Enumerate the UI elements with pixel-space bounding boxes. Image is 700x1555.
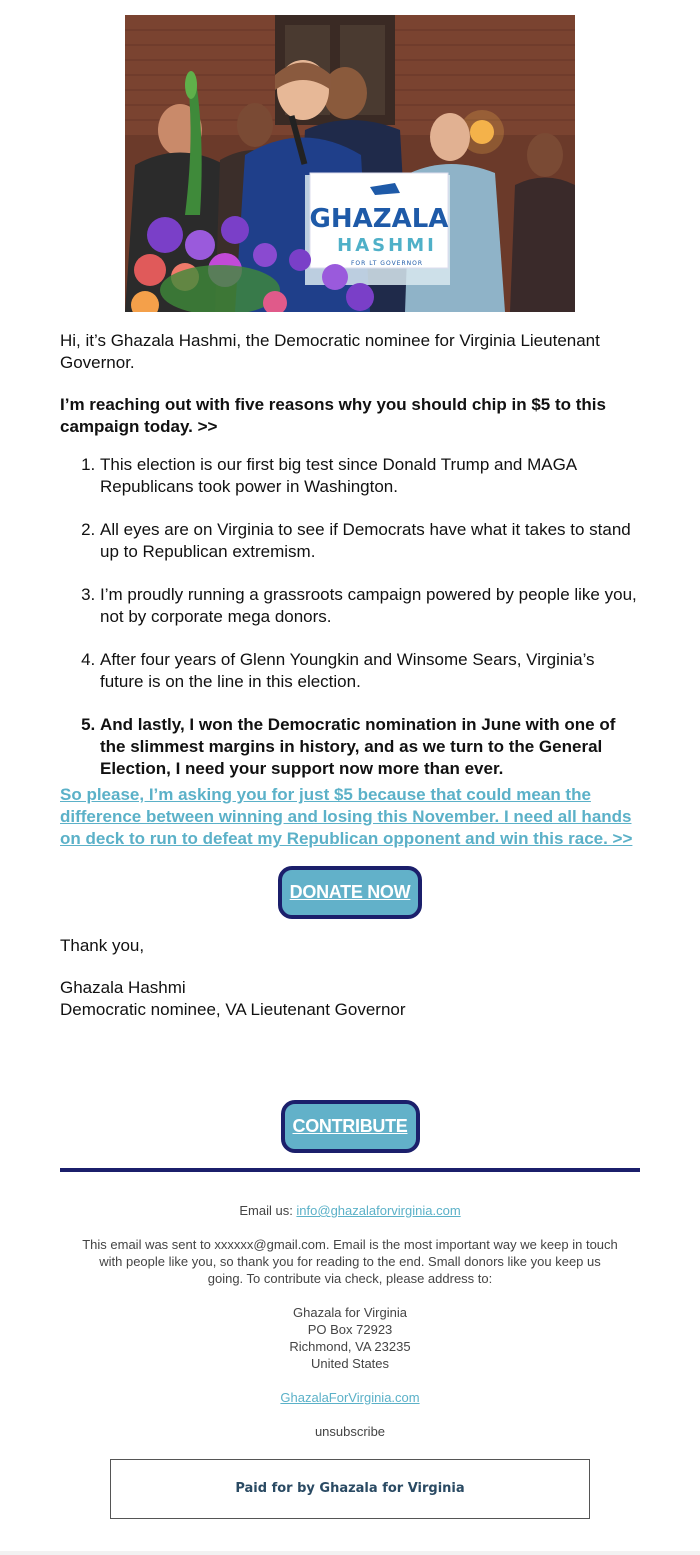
sign-subline: FOR LT GOVERNOR xyxy=(350,260,424,267)
reason-item: 2. All eyes are on Virginia to see if Democrats have what it takes to stand up to Republican extremism. xyxy=(100,519,642,563)
address-line: Richmond, VA 23235 xyxy=(289,1339,411,1354)
reasons-list xyxy=(60,454,642,780)
address-line: PO Box 72923 xyxy=(307,1322,393,1337)
email-link[interactable]: info@ghazalaforvirginia.com xyxy=(296,1203,461,1218)
reason-item: 3. I’m proudly running a grassroots campaign powered by people like you, not by corporate mega donors. xyxy=(100,584,642,628)
footer xyxy=(80,1202,620,1457)
donate-button-row xyxy=(60,866,640,919)
intro-paragraph: Hi, it’s Ghazala Hashmi, the Democratic nominee for Virginia Lieutenant Governor. xyxy=(60,331,600,372)
lead-paragraph: I’m reaching out with five reasons why you should chip in $5 to this campaign today. >> xyxy=(60,395,606,436)
reason-item: 1. This election is our first big test since Donald Trump and MAGA Republicans took power in Washington. xyxy=(100,454,642,498)
reason-item: 4. After four years of Glenn Youngkin and Winsome Sears, Virginia’s future is on the line in this election. xyxy=(100,649,642,693)
donate-ask-link[interactable]: So please, I’m asking you for just $5 because that could mean the difference between winning and losing this November. I need all hands on deck to run to defeat my Republican opponent and win this race. >> xyxy=(60,785,633,848)
email-prefix: Email us: xyxy=(239,1203,297,1218)
contribute-button[interactable]: CONTRIBUTE xyxy=(281,1100,420,1153)
sign-name-line2: HASHMI xyxy=(337,235,437,256)
signature xyxy=(60,977,642,1021)
email-line xyxy=(80,1202,620,1219)
mailing-address xyxy=(80,1304,620,1372)
address-line: United States xyxy=(310,1356,390,1371)
thanks-text: Thank you, xyxy=(60,936,145,955)
sign-name-line1: GHAZALA xyxy=(309,204,449,234)
address-line: Ghazala for Virginia xyxy=(293,1305,407,1320)
paid-for-disclaimer: Paid for by Ghazala for Virginia xyxy=(110,1459,590,1519)
reason-item: 5. And lastly, I won the Democratic nomination in June with one of the slimmest margins in history, and as we turn to the General Election, I need your support now more than ever. xyxy=(100,714,642,780)
donate-now-button[interactable]: DONATE NOW xyxy=(278,866,423,919)
website-link[interactable]: GhazalaForVirginia.com xyxy=(280,1390,420,1405)
signature-title: Democratic nominee, VA Lieutenant Governor xyxy=(60,1000,406,1019)
sent-to-notice: This email was sent to xxxxxx@gmail.com. Email is the most important way we keep in touch with people like you, so thank you for reading to the end. Small donors like you keep us going. To contribute via check, please address to: xyxy=(82,1237,618,1286)
signature-name: Ghazala Hashmi xyxy=(60,978,186,997)
hero-photo xyxy=(125,15,575,312)
contribute-button-row xyxy=(60,1100,640,1153)
bottom-strip xyxy=(0,1551,700,1555)
message-content xyxy=(60,330,642,1021)
unsubscribe-link[interactable]: unsubscribe xyxy=(314,1424,386,1439)
footer-divider xyxy=(60,1168,640,1172)
